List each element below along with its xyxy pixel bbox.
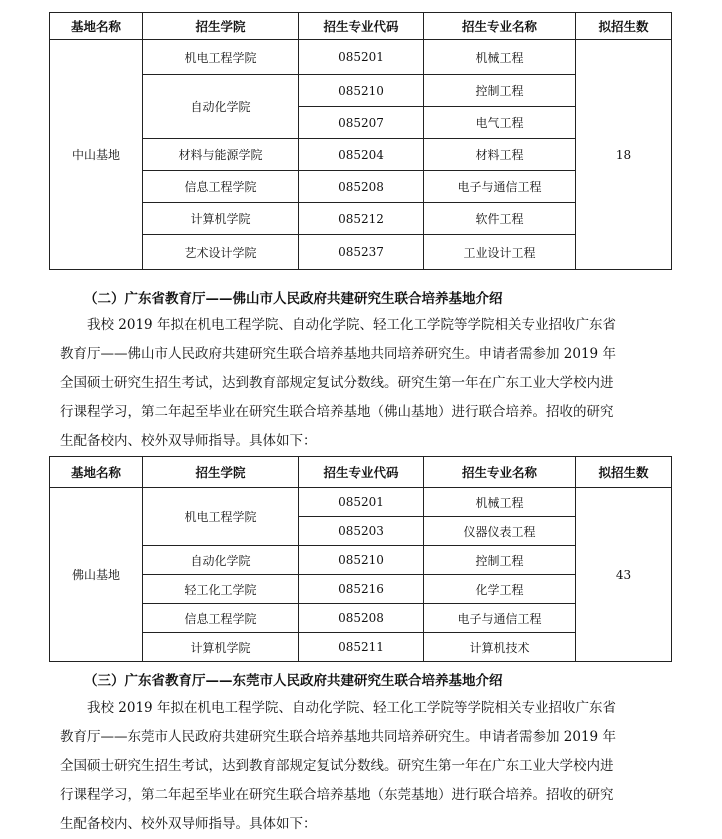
paragraph-line: 我校 2019 年拟在机电工程学院、自动化学院、轻工化工学院等学院相关专业招收广东省 [87,700,616,716]
paragraph-line: 全国硕士研究生招生考试，达到教育部规定复试分数线。研究生第一年在广东工业大学校内进 [60,375,614,391]
major-name-cell: 电子与通信工程 [424,604,576,633]
major-code-cell: 085203 [299,517,424,546]
table-header-row [50,457,672,488]
major-name-cell: 机械工程 [424,40,576,75]
header-quota: 拟招生数 [576,13,672,40]
major-name-cell: 控制工程 [424,546,576,575]
header-major-code: 招生专业代码 [299,13,424,40]
paragraph-line: 生配备校内、校外双导师指导。具体如下： [60,816,317,832]
major-code-cell: 085201 [299,488,424,517]
major-name-cell: 控制工程 [424,75,576,107]
paragraph-line: 行课程学习，第二年起至毕业在研究生联合培养基地（东莞基地）进行联合培养。招收的研究 [60,787,614,803]
college-cell: 艺术设计学院 [143,235,299,270]
college-cell: 信息工程学院 [143,171,299,203]
college-cell: 信息工程学院 [143,604,299,633]
header-base-name: 基地名称 [50,457,143,488]
header-college: 招生学院 [143,457,299,488]
header-major-code: 招生专业代码 [299,457,424,488]
paragraph-line: 生配备校内、校外双导师指导。具体如下： [60,433,317,449]
quota-cell: 18 [576,40,672,270]
major-name-cell: 工业设计工程 [424,235,576,270]
major-code-cell: 085211 [299,633,424,662]
paragraph-line: 教育厅——佛山市人民政府共建研究生联合培养基地共同培养研究生。申请者需参加 2019 年 [60,346,616,362]
table-row [50,40,672,75]
section-paragraph-foshan [60,311,666,456]
major-name-cell: 机械工程 [424,488,576,517]
major-code-cell: 085208 [299,604,424,633]
paragraph-line: 我校 2019 年拟在机电工程学院、自动化学院、轻工化工学院等学院相关专业招收广东省 [87,317,616,333]
header-base-name: 基地名称 [50,13,143,40]
header-college: 招生学院 [143,13,299,40]
section-paragraph-dongguan [60,694,666,839]
major-name-cell: 化学工程 [424,575,576,604]
college-cell: 自动化学院 [143,75,299,139]
table-header-row [50,13,672,40]
section-heading-dongguan: （三）广东省教育厅——东莞市人民政府共建研究生联合培养基地介绍 [84,673,503,689]
base-name-cell: 中山基地 [50,40,143,270]
quota-cell: 43 [576,488,672,662]
major-code-cell: 085204 [299,139,424,171]
college-cell: 计算机学院 [143,633,299,662]
foshan-base-table [49,456,672,662]
paragraph-line: 行课程学习，第二年起至毕业在研究生联合培养基地（佛山基地）进行联合培养。招收的研究 [60,404,614,420]
major-code-cell: 085207 [299,107,424,139]
major-code-cell: 085237 [299,235,424,270]
major-name-cell: 计算机技术 [424,633,576,662]
college-cell: 材料与能源学院 [143,139,299,171]
major-code-cell: 085216 [299,575,424,604]
header-major-name: 招生专业名称 [424,457,576,488]
major-code-cell: 085212 [299,203,424,235]
major-code-cell: 085208 [299,171,424,203]
major-name-cell: 电气工程 [424,107,576,139]
major-name-cell: 仪器仪表工程 [424,517,576,546]
major-code-cell: 085210 [299,75,424,107]
major-name-cell: 材料工程 [424,139,576,171]
college-cell: 机电工程学院 [143,488,299,546]
paragraph-line: 教育厅——东莞市人民政府共建研究生联合培养基地共同培养研究生。申请者需参加 2019 年 [60,729,616,745]
base-name-cell: 佛山基地 [50,488,143,662]
header-quota: 拟招生数 [576,457,672,488]
college-cell: 轻工化工学院 [143,575,299,604]
section-heading-foshan: （二）广东省教育厅——佛山市人民政府共建研究生联合培养基地介绍 [84,291,503,307]
major-code-cell: 085210 [299,546,424,575]
header-major-name: 招生专业名称 [424,13,576,40]
major-name-cell: 软件工程 [424,203,576,235]
college-cell: 计算机学院 [143,203,299,235]
zhongshan-base-table [49,12,672,270]
college-cell: 自动化学院 [143,546,299,575]
table-row [50,488,672,517]
college-cell: 机电工程学院 [143,40,299,75]
major-name-cell: 电子与通信工程 [424,171,576,203]
major-code-cell: 085201 [299,40,424,75]
paragraph-line: 全国硕士研究生招生考试，达到教育部规定复试分数线。研究生第一年在广东工业大学校内进 [60,758,614,774]
